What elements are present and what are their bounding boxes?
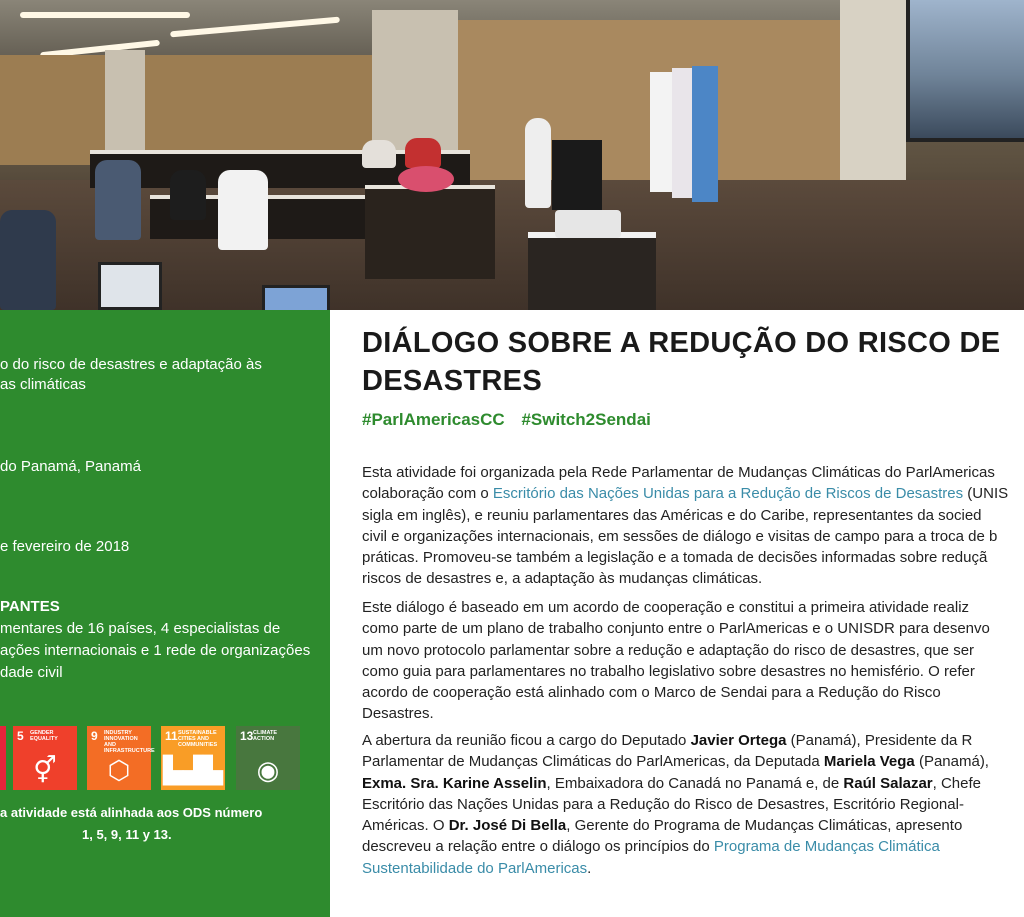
- participants-heading: PANTES: [0, 598, 60, 615]
- paragraph-line: Desastres.: [362, 705, 434, 723]
- sdg-number: 11: [165, 729, 178, 743]
- article: [362, 310, 1024, 917]
- participants-line: ações internacionais e 1 rede de organizações: [0, 642, 311, 659]
- person-name: Dr. José Di Bella: [448, 817, 567, 835]
- photo-projector-table: [528, 232, 656, 310]
- paragraph-line: como parte de um plano de trabalho conjunto entre o ParlAmericas e o UNISDR para desenvo: [362, 620, 990, 638]
- photo-ceiling-light: [20, 12, 190, 18]
- person-name: Exma. Sra. Karine Asselin: [362, 774, 547, 792]
- sdg-label: GENDER EQUALITY: [30, 730, 58, 742]
- photo-table: [365, 185, 495, 279]
- eye-earth-icon: ◉: [256, 755, 280, 785]
- sdg-tile-9: [87, 726, 155, 790]
- hashtag-link[interactable]: #Switch2Sendai: [521, 410, 651, 429]
- sdg-number: 13: [240, 729, 254, 743]
- event-photo: [0, 0, 1024, 310]
- gender-equality-icon: ⚥: [33, 755, 57, 785]
- photo-flag: [692, 66, 718, 202]
- paragraph-1: [362, 462, 1024, 590]
- paragraph-line: Escritório das Nações Unidas para a Redução do Risco de Desastres, Escritório Regional-: [362, 795, 964, 813]
- hashtags: [362, 410, 663, 430]
- text-run: (UNIS: [963, 485, 1009, 503]
- paragraph-line: [362, 858, 1024, 879]
- person-name: Mariela Vega: [823, 753, 915, 771]
- photo-attendee: [362, 140, 396, 168]
- photo-flag: [650, 72, 674, 192]
- paragraph-line: riscos de desastres e, a adaptação às mudanças climáticas.: [362, 570, 763, 588]
- sdg-note-line: a atividade está alinhada aos ODS número: [0, 805, 263, 820]
- paragraph-line: Esta atividade foi organizada pela Rede Parlamentar de Mudanças Climáticas do ParlAmericas: [362, 464, 995, 481]
- photo-pillar: [840, 0, 906, 190]
- photo-attendee: [170, 170, 206, 220]
- article-title-line: DESASTRES: [362, 365, 542, 397]
- topic-line: as climáticas: [0, 376, 86, 393]
- photo-attendee: [405, 138, 441, 168]
- photo-pillar: [105, 50, 145, 150]
- sdg-tile-13: [236, 726, 300, 790]
- article-title: [362, 324, 1024, 400]
- photo-speaker: [525, 118, 551, 208]
- sdg-note-line: 1, 5, 9, 11 y 13.: [82, 827, 172, 842]
- sdg-number: 5: [17, 729, 24, 743]
- event-date: e fevereiro de 2018: [0, 538, 130, 555]
- paragraph-line: [362, 836, 1024, 857]
- text-run: Américas. O: [362, 817, 449, 835]
- participants-line: mentares de 16 países, 4 especialistas de: [0, 620, 281, 637]
- text-run: (Panamá), Presidente da R: [786, 732, 973, 749]
- paragraph-line: [362, 730, 1024, 751]
- article-title-line: DIÁLOGO SOBRE A REDUÇÃO DO RISCO DE: [362, 327, 1001, 359]
- paragraph-line: [362, 483, 1024, 504]
- photo-podium: [552, 140, 602, 210]
- topic-line: o do risco de desastres e adaptação às: [0, 356, 262, 373]
- paragraph-line: práticas. Promoveu-se também a legislação e a tomada de decisões informadas sobre reduçã: [362, 549, 988, 567]
- paragraph-line: um novo protocolo parlamentar sobre a redução e adaptação do risco de desastres, que ser: [362, 641, 975, 659]
- event-location: do Panamá, Panamá: [0, 458, 141, 475]
- photo-flower-arrangement: [398, 166, 454, 192]
- paragraph-line: como guia para parlamentares no trabalho legislativo sobre desastres no hemisfério. O refer: [362, 662, 975, 680]
- text-run: (Panamá),: [914, 753, 989, 771]
- event-info-sidebar: [0, 310, 330, 917]
- photo-laptop: [98, 262, 162, 310]
- paragraph-line: civil e organizações internacionais, em sessões de diálogo e visitas de campo para a troca de b: [362, 527, 998, 545]
- sdg-label: CLIMATE ACTION: [253, 730, 278, 742]
- text-run: .: [587, 859, 592, 877]
- text-run: , Embaixadora do Canadá no Panamá e, de: [546, 774, 844, 792]
- person-name: Javier Ortega: [690, 732, 787, 749]
- photo-wall: [420, 20, 840, 190]
- paragraph-line: [362, 751, 1024, 772]
- paragraph-line: acordo de cooperação está alinhado com o Marco de Sendai para a Redução do Risco: [362, 684, 941, 702]
- sdg-tile-5: [13, 726, 77, 790]
- paragraph-line: [362, 815, 1024, 836]
- photo-attendee: [218, 170, 268, 250]
- paragraph-2: [362, 597, 1024, 725]
- climate-program-link[interactable]: Programa de Mudanças Climática: [713, 838, 940, 856]
- industry-cubes-icon: ⬡: [107, 755, 131, 785]
- photo-attendee: [0, 210, 56, 310]
- photo-flag: [672, 68, 694, 198]
- text-run: colaboração com o: [362, 485, 493, 503]
- participants-line: dade civil: [0, 664, 63, 681]
- hashtag-link[interactable]: #ParlAmericasCC: [362, 410, 505, 429]
- climate-program-link[interactable]: Sustentabilidade do ParlAmericas: [362, 859, 588, 877]
- photo-laptop: [262, 285, 330, 310]
- photo-attendee: [95, 160, 141, 240]
- sdg-tile-1: [0, 726, 6, 790]
- paragraph-line: [362, 773, 1024, 794]
- photo-wall: [0, 55, 400, 165]
- text-run: A abertura da reunião ficou a cargo do Deputado: [362, 732, 691, 749]
- sdg-tile-11: [161, 726, 225, 790]
- sdg-number: 9: [91, 729, 98, 743]
- sdg-label: SUSTAINABLE CITIES AND COMMUNITIES: [178, 730, 218, 748]
- text-run: descreveu a relação entre o diálogo os princípios do: [362, 838, 714, 856]
- person-name: Raúl Salazar: [843, 774, 933, 792]
- photo-projector: [555, 210, 621, 238]
- paragraph-line: Este diálogo é baseado em um acordo de cooperação e constitui a primeira atividade realiz: [362, 599, 970, 616]
- photo-projection-screen: [906, 0, 1024, 142]
- paragraph-line: sigla em inglês), e reuniu parlamentares das Américas e do Caribe, representantes da socied: [362, 506, 982, 524]
- paragraph-3: [362, 730, 1024, 879]
- text-run: Parlamentar de Mudanças Climáticas do ParlAmericas, da Deputada: [362, 753, 824, 771]
- city-buildings-icon: ▙▟▙: [163, 755, 223, 785]
- unisdr-link[interactable]: Escritório das Nações Unidas para a Redução de Riscos de Desastres: [492, 485, 964, 503]
- text-run: , Chefe: [932, 774, 982, 792]
- text-run: , Gerente do Programa de Mudanças Climáticas, apresento: [566, 817, 963, 835]
- sdg-label: INDUSTRY INNOVATION AND INFRASTRUCTURE: [104, 730, 155, 754]
